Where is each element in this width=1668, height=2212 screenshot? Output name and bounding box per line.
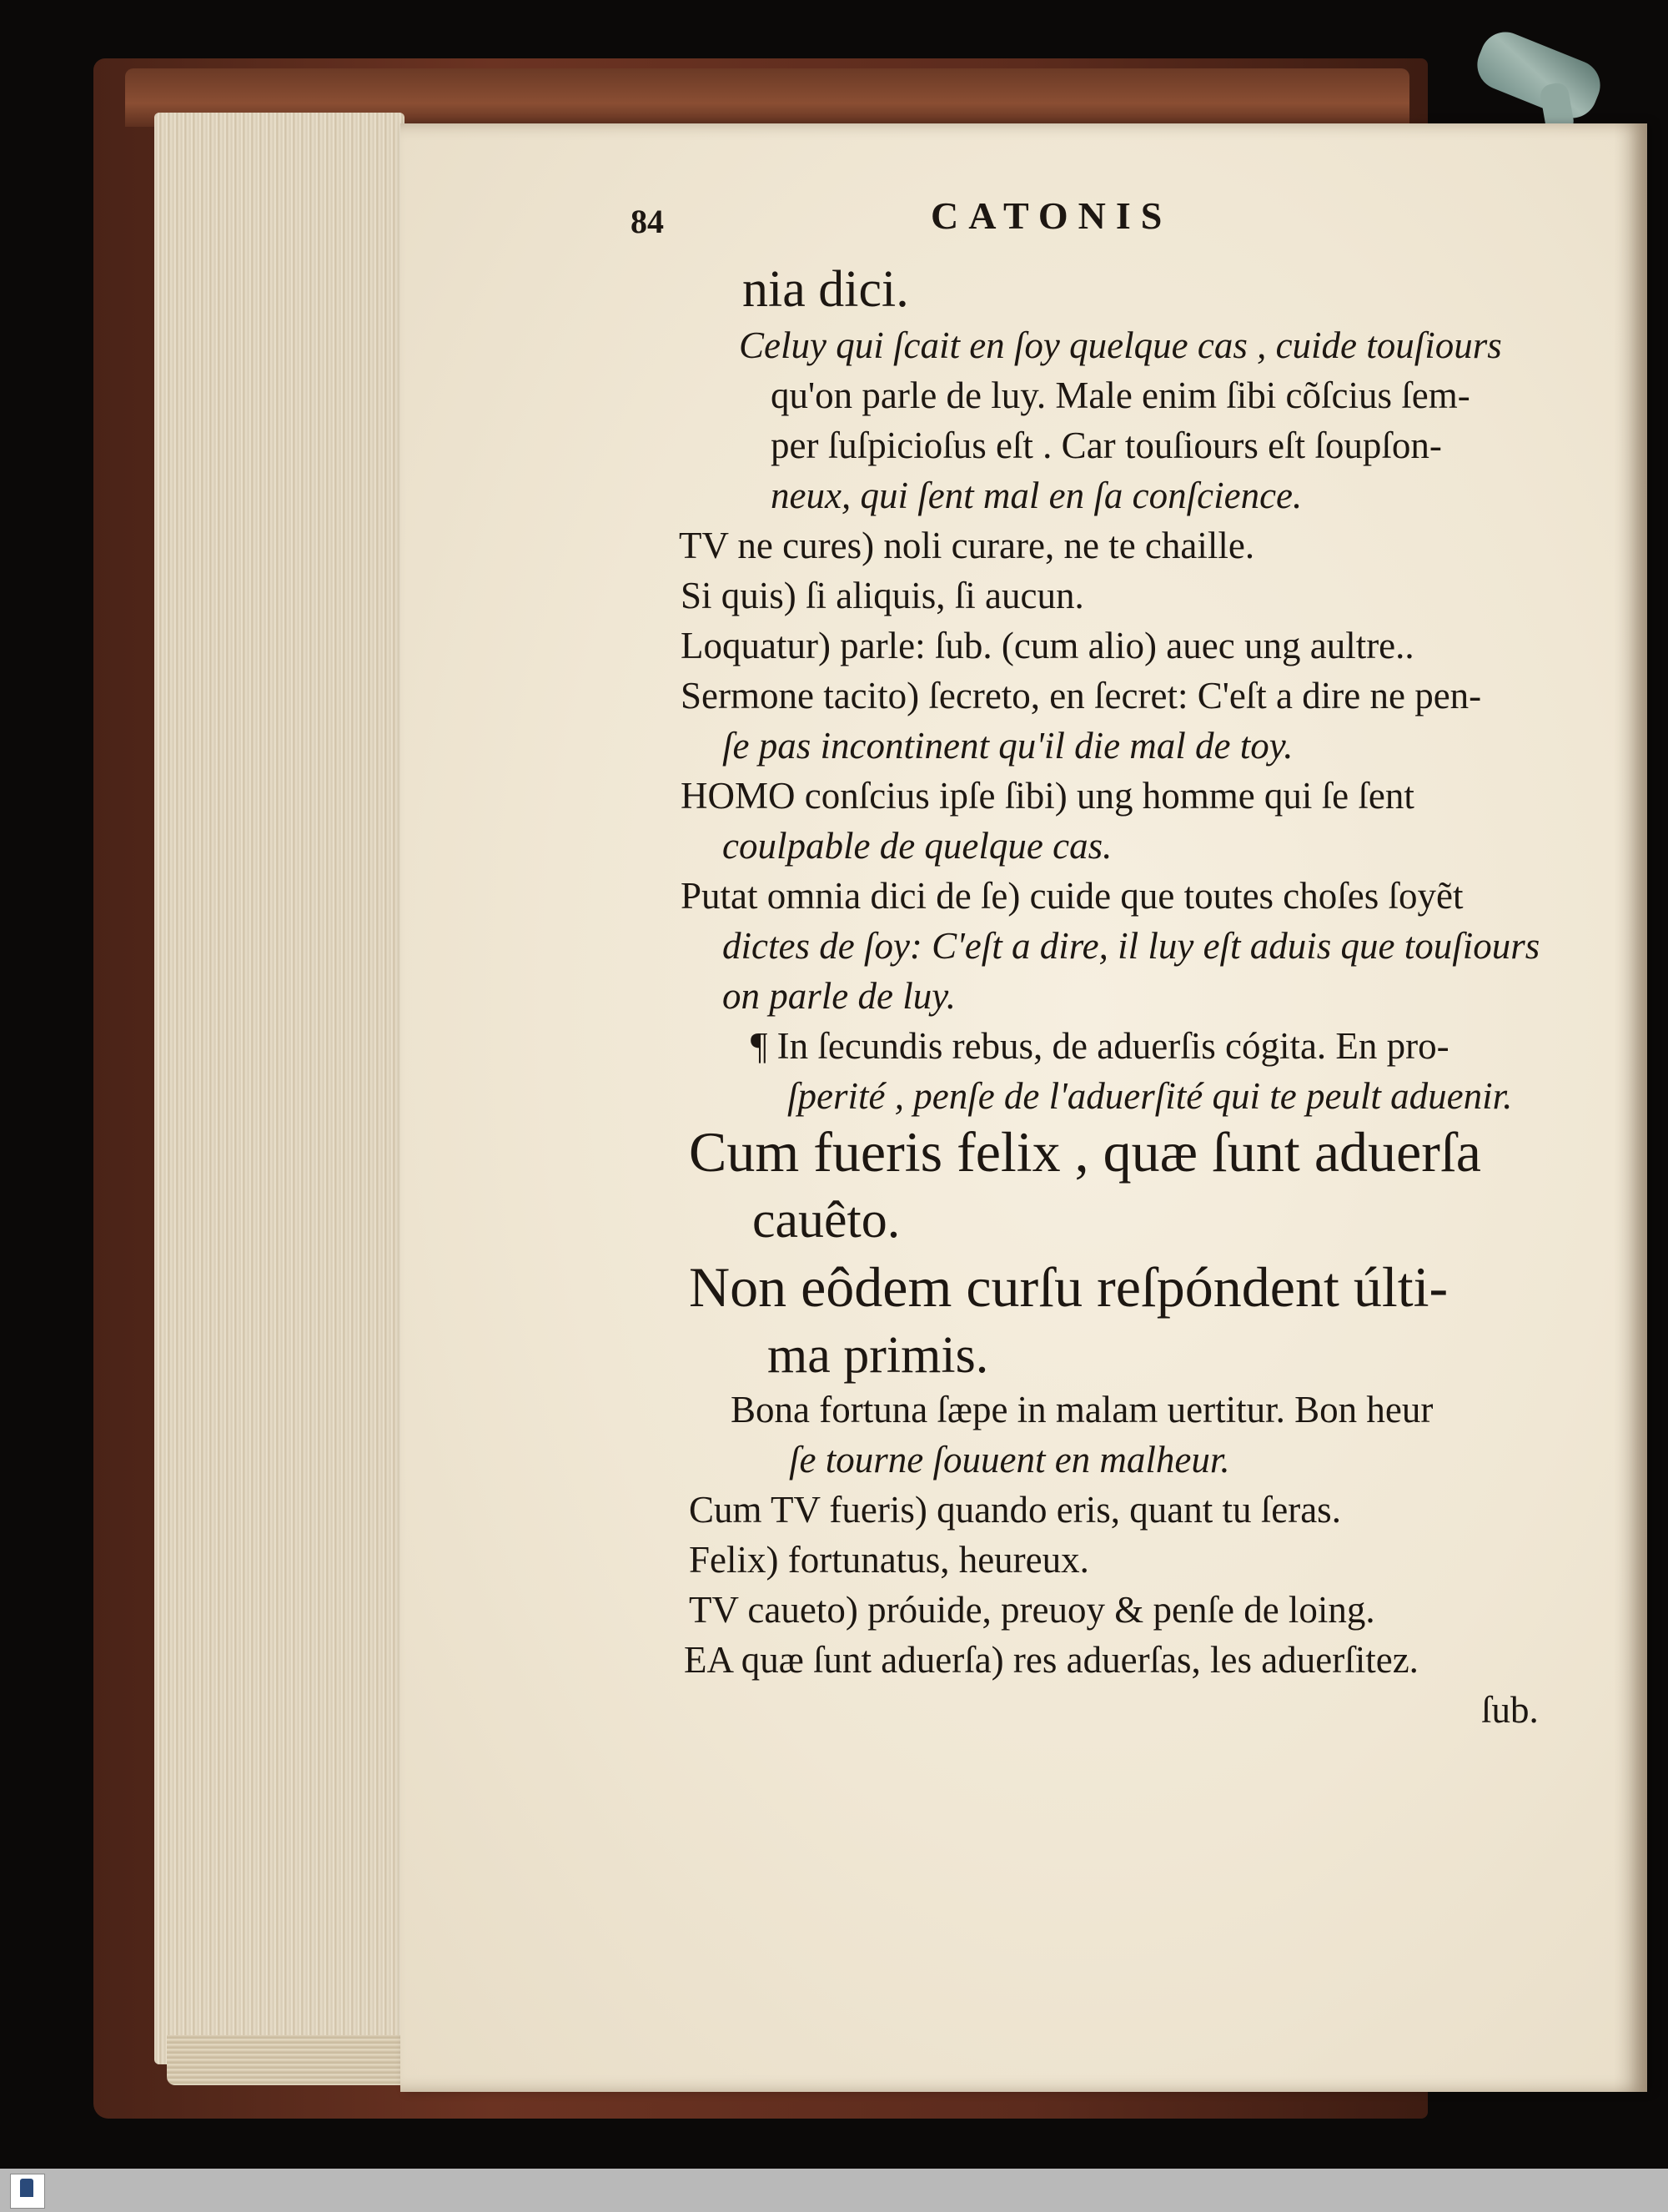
text-line: HOMO conſcius ipſe ſibi) ung homme qui ſe ſent	[681, 775, 1414, 817]
verse-line: cauêto.	[752, 1192, 901, 1249]
text-line: on parle de luy.	[722, 975, 956, 1017]
text-line: Sermone tacito) ſecreto, en ſecret: C'eſt a dire ne pen-	[681, 675, 1482, 716]
text-line: ſe tourne ſouuent en malheur.	[789, 1439, 1230, 1481]
verse-line: ma primis.	[767, 1327, 989, 1384]
verse-line: Non eôdem curſu reſpóndent últi-	[689, 1255, 1449, 1319]
text-line: per ſuſpicioſus eſt . Car touſiours eſt ſoupſon-	[771, 425, 1442, 466]
text-line: Loquatur) parle: ſub. (cum alio) auec ung aultre..	[681, 625, 1414, 666]
text-line: dictes de ſoy: C'eſt a dire, il luy eſt aduis que touſiours	[722, 925, 1540, 967]
text-line: qu'on parle de luy. Male enim ſibi cõſcius ſem-	[771, 375, 1470, 416]
text-line: Celuy qui ſcait en ſoy quelque cas , cuide touſiours	[739, 324, 1502, 366]
text-line: ¶ In ſecundis rebus, de aduerſis cógita. En pro-	[751, 1025, 1449, 1067]
page-edges	[154, 113, 404, 2064]
viewer-footer-bar	[0, 2169, 1668, 2212]
text-line: nia dici.	[742, 261, 909, 318]
text-line: coulpable de quelque cas.	[722, 825, 1113, 867]
text-line: ſperité , penſe de l'aduerſité qui te peult aduenir.	[787, 1075, 1513, 1117]
text-line: ſe pas incontinent qu'il die mal de toy.	[722, 725, 1294, 767]
page-number: 84	[631, 203, 664, 240]
text-line: neux, qui ſent mal en ſa conſcience.	[771, 475, 1303, 516]
page-header	[631, 194, 1548, 244]
ribbon-tie	[1470, 24, 1607, 125]
text-line: Putat omnia dici de ſe) cuide que toutes choſes ſoyẽt	[681, 875, 1464, 917]
text-line: TV caueto) próuide, preuoy & penſe de loing.	[689, 1589, 1375, 1631]
verse-line: Cum fueris felix , quæ ſunt aduerſa	[689, 1120, 1481, 1184]
catchword: ſub.	[1481, 1689, 1539, 1731]
text-line: Si quis) ſi aliquis, ſi aucun.	[681, 575, 1084, 616]
running-title: CATONIS	[931, 194, 1173, 237]
text-line: Cum TV fueris) quando eris, quant tu ſeras.	[689, 1489, 1341, 1531]
text-line: EA quæ ſunt aduerſa) res aduerſas, les aduerſitez.	[684, 1639, 1419, 1681]
library-logo-icon	[20, 2179, 33, 2197]
text-line: Bona fortuna ſæpe in malam uertitur. Bon heur	[731, 1389, 1434, 1430]
text-line: Felix) fortunatus, heureux.	[689, 1539, 1089, 1581]
text-line: TV ne cures) noli curare, ne te chaille.	[679, 525, 1255, 566]
